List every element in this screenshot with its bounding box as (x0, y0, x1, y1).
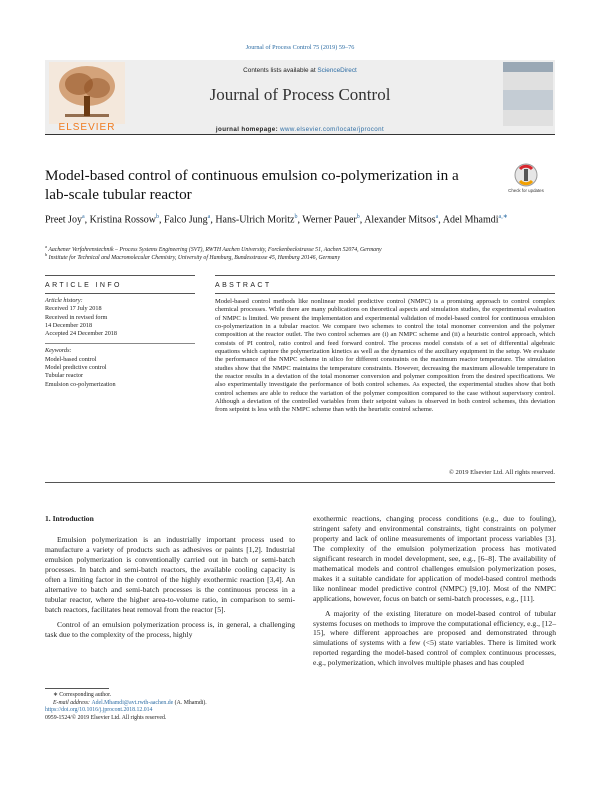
journal-masthead (45, 60, 555, 135)
abstract-text: Model-based control methods like nonlinear model predictive control (NMPC) is a promising approach to control complex chemical processes. While there are many publications on theoretical aspects and simulation studies, the experimental evaluation of NMPC is limited. We present the implementation and experimental validation of model-based control for continuous emulsion co-polymerization in a tubular reactor. We compare two schemes to control the total monomer conversion and the polymer composition at the reactor outlet. The two control schemes are (i) an NMPC scheme and (ii) a heuristic control approach, which consists of PI control, ratio control and feed forward control. The process model consists of a set of differential algebraic equations which capture the polymerization kinetics as well as the dynamics of the auxiliary equipment in the setup. We evaluate the performance of the NMPC scheme in silico for different constraints on the maximum reactor temperature. The simulation studies show that the NMPC maintains the temperature constraints. However, decreasing the maximum allowable temperature in the reactor results in a deviation of the total monomer conversion and polymer composition from the desired specifications. We also experimentally investigate the performance of both control schemes. As expected, the experimental studies show that both control schemes are able to reduce the variation of the polymer composition compared to the case without supervisory control. Although a deviation of the controlled variables from their setpoint values is observed in both control schemes, this deviation from setpoint is less with the NMPC scheme than with the heuristic control scheme. (215, 298, 555, 414)
abstract-copyright: © 2019 Elsevier Ltd. All rights reserved. (448, 469, 555, 476)
check-for-updates-badge[interactable]: Check for updates (506, 163, 546, 203)
journal-title: Journal of Process Control (209, 85, 391, 104)
paragraph: Control of an emulsion polymerization process is, in general, a challenging task due to the complexity of the process, highly (45, 619, 295, 639)
keywords-label: Keywords: (45, 347, 72, 355)
author[interactable]: Alexander Mitsos (364, 214, 436, 226)
divider (215, 275, 555, 276)
author[interactable]: Werner Pauer (302, 214, 357, 226)
homepage-link[interactable]: www.elsevier.com/locate/jprocont (280, 126, 385, 133)
body-column-left (45, 514, 295, 639)
journal-homepage: journal homepage: www.elsevier.com/locate/jprocont (215, 126, 385, 133)
author-list: Preet Joy$^a$, Kristina Rossow$^b$, Falco Jung$^a$, Hans-Ulrich Moritz$^b$, Werner Pauer$^b$, Alexander Mitsos$^a$, Adel Mhamdi$^{a,∗}$ (45, 214, 508, 226)
affiliation: $^b$ Institute for Technical and Macromolecular Chemistry, University of Hamburg, Bundesstrasse 45, Hamburg 20146, Germany (45, 252, 341, 261)
sciencedirect-link[interactable]: ScienceDirect (317, 67, 357, 74)
journal-cover-thumbnail (503, 62, 553, 126)
doi-link[interactable]: https://doi.org/10.1016/j.jprocont.2018.12.014 (45, 707, 153, 714)
email-link[interactable]: Adel.Mhamdi@avt.rwth-aachen.de (91, 699, 174, 706)
abstract-heading: ABSTRACT (215, 282, 272, 289)
paragraph: Emulsion polymerization is an industrially important process used to manufacture a variety of products such as adhesives or paints [1,2]. Industrial emulsion polymerization is conventionally carried out in batch or semi-batch processes. In batch and semi-batch reactors, the available cooling capacity is often a limiting factor in the control of the highly exothermic reaction [3,4]. An alternative to batch and semi-batch processes is the continuous process in a tubular reactor, where the higher area-to-volume ratio, in comparison to semi-batch reactors, facilitates heat removal from the reactor [5]. (45, 534, 295, 614)
author[interactable]: Kristina Rossow (89, 214, 157, 226)
check-updates-icon (506, 163, 546, 189)
keyword: Tubular reactor (45, 372, 84, 380)
article-title: Model-based control of continuous emulsion co-polymerization in a lab-scale tubular reactor (45, 167, 459, 203)
publisher-wordmark: ELSEVIER (58, 122, 116, 133)
author[interactable]: Adel Mhamdi (442, 214, 499, 226)
divider (45, 482, 555, 483)
divider (215, 293, 555, 294)
paragraph: A majority of the existing literature on model-based control of tubular systems focuses on methods to improve the computational efficiency, e.g., [12–15], where different approaches are proposed and demonstrated through simulations of systems with a few (<5) state variables. There is limited work reported regarding the model-based control of complex continuous processes, e.g., polymerization, which involves multiple phases and has coupled (313, 608, 556, 668)
keyword: Emulsion co-polymerization (45, 380, 116, 388)
section-heading: 1. Introduction (45, 514, 94, 523)
footnote: ∗ Corresponding author. E-mail address: Adel.Mhamdi@avt.rwth-aachen.de (A. Mhamdi). https://doi.org/10.1016/j.jprocont.2018.12.014 0959-1524/© 2019 Elsevier Ltd. All rights reserved. (45, 688, 295, 722)
divider (45, 275, 195, 276)
affiliation: $^a$ Aachener Verfahrenstechnik – Process Systems Engineering (SVT), RWTH Aachen University, Forckenbeckstrasse 51, Aachen 52074, Germany (45, 244, 382, 253)
keyword: Model predictive control (45, 364, 107, 372)
article-info-heading: ARTICLE INFO (45, 282, 122, 289)
body-column-right (313, 514, 556, 668)
author[interactable]: Preet Joy (45, 214, 82, 226)
author[interactable]: Hans-Ulrich Moritz (215, 214, 295, 226)
journal-reference[interactable]: Journal of Process Control 75 (2019) 59–76 (245, 44, 355, 51)
contents-line: Contents lists available at ScienceDirect (243, 67, 357, 74)
keyword: Model-based control (45, 355, 97, 363)
paragraph: exothermic reactions, changing process conditions (e.g., due to fouling), stringent safety and environmental constraints, tight constraints on polymer property and lack of online measurements of important process variables [3]. The complexity of the emulsion polymerization process has motivated significant research in model development, see, e.g., [6–8]. The availability of mathematical models and control challenges emulsion polymerization poses, makes it a suitable candidate for application of model-based control methods like nonlinear model predictive control (NMPC) [9,10]. Most of the NMPC applications, however, focus on batch or semi-batch processes, e.g., [11]. (313, 514, 556, 603)
article-history: Article history: Received 17 July 2018 Received in revised form 14 December 2018 Accepted 24 December 2018 Keywords: Model-based control Model predictive control Tubular reactor Emulsion co-polymerization (45, 297, 175, 389)
divider (45, 293, 195, 294)
author[interactable]: Falco Jung (164, 214, 208, 226)
